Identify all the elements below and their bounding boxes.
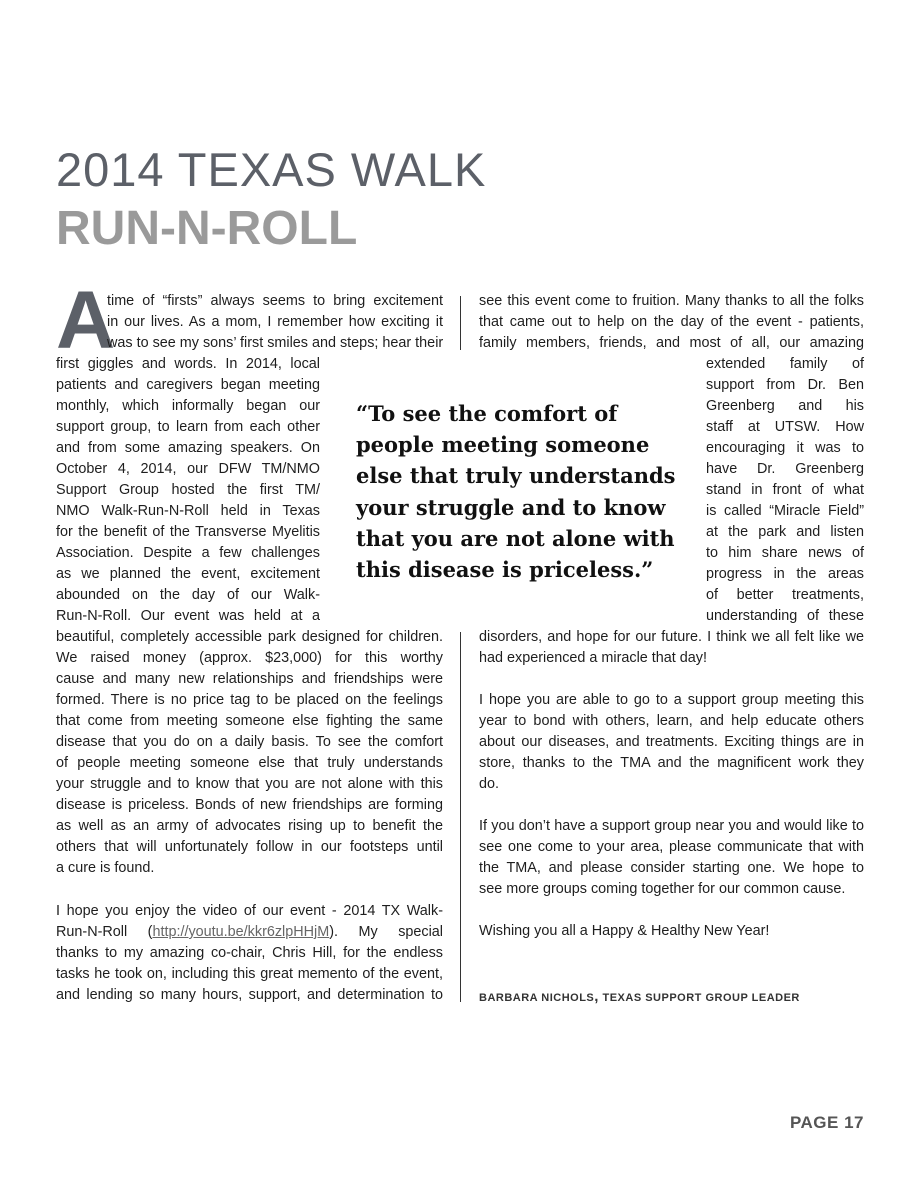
text-line: extended family of (706, 356, 864, 372)
text-line: store, thanks to the TMA and the magnificent work they (479, 755, 864, 771)
text-line: encouraging it was to (706, 440, 864, 456)
text-line: first giggles and words. In 2014, local (56, 356, 320, 372)
text-line: If you don’t have a support group near you and would like to (479, 818, 864, 834)
author-signature (479, 988, 800, 1005)
quote-line: “To see the comfort of (356, 401, 618, 426)
text-line: as well as an army of advocates rising up to benefit the (56, 818, 443, 834)
left-narrow-paragraph (56, 354, 320, 627)
drop-cap: A (56, 275, 116, 366)
text-line: that come from meeting someone else fighting the same (56, 713, 443, 729)
text-line: and from some amazing speakers. On (56, 440, 320, 456)
text-line: do. (479, 776, 500, 792)
author-role: TEXAS SUPPORT GROUP LEADER (598, 992, 800, 1004)
left-wide-paragraph (56, 627, 443, 879)
text-line: year to bond with others, learn, and help educate others (479, 713, 864, 729)
signature-comma: , (594, 988, 599, 1005)
author-name: BARBARA NICHOLS (479, 992, 595, 1004)
article-subtitle: RUN-N-ROLL (56, 202, 358, 255)
text-line: about our diseases, and treatments. Exciting things are in (479, 734, 864, 750)
text-line: Association. Despite a few challenges (56, 545, 320, 561)
text-line: others that will unfortunately follow in our footsteps until (56, 839, 443, 855)
text-line: see this event come to fruition. Many thanks to all the folks (479, 293, 864, 309)
text-fragment: ). My special (329, 924, 443, 940)
text-line: a cure is found. (56, 860, 155, 876)
text-line: of better treatments, (706, 587, 864, 603)
text-line: progress in the areas (706, 566, 864, 582)
text-line: as we planned the event, excitement (56, 566, 320, 582)
text-line: abounded on the day of our Walk- (56, 587, 320, 603)
text-line: your struggle and to know that you are not alone with this (56, 776, 443, 792)
text-line: see more groups coming together for our common cause. (479, 881, 846, 897)
text-line: had experienced a miracle that day! (479, 650, 707, 666)
video-paragraph (56, 901, 443, 1006)
quote-line: else that truly understands (356, 463, 676, 489)
text-line: family members, friends, and most of all, our amazing (479, 335, 864, 351)
right-top-paragraph (479, 291, 864, 354)
text-line: We raised money (approx. $23,000) for this worthy (56, 650, 443, 666)
column-divider-top (460, 296, 461, 350)
text-line: to him share news of (706, 545, 864, 561)
text-line: patients and caregivers began meeting (56, 377, 320, 393)
text-line: tasks he took on, including this great memento of the event, (56, 966, 443, 982)
text-line: disorders, and hope for our future. I think we all felt like we (479, 629, 864, 645)
right-wide-paragraph-1 (479, 627, 864, 669)
text-line: and lending so many hours, support, and determination to (56, 987, 443, 1003)
text-line: beautiful, completely accessible park designed for children. (56, 629, 443, 645)
article-title: 2014 TEXAS WALK (56, 143, 487, 196)
column-divider-bottom (460, 632, 461, 1002)
intro-paragraph (107, 291, 443, 354)
page-number: PAGE 17 (789, 1113, 864, 1132)
text-line: Greenberg and his (706, 398, 864, 414)
text-line: stand in front of what (706, 482, 864, 498)
quote-line: that you are not alone with (356, 525, 675, 551)
text-line: the TMA, and please consider starting one. We hope to (479, 860, 864, 876)
pull-quote (356, 398, 686, 585)
quote-line: people meeting someone (356, 432, 650, 458)
text-line: October 4, 2014, our DFW TM/NMO (56, 461, 320, 477)
right-narrow-paragraph (706, 354, 864, 627)
text-line: in our lives. As a mom, I remember how exciting it (107, 314, 443, 330)
text-line: of people meeting someone else that truly understands (56, 755, 443, 771)
text-line: Support Group hosted the first TM/ (56, 482, 320, 498)
quote-line: your struggle and to know (356, 494, 666, 520)
text-line: Wishing you all a Happy & Healthy New Year! (479, 923, 770, 939)
text-line: have Dr. Greenberg (706, 461, 864, 477)
text-line: at the park and listen (706, 524, 864, 540)
text-line: Run-N-Roll. Our event was held at a (56, 608, 320, 624)
text-line: see one come to your area, please communicate that with (479, 839, 864, 855)
quote-line: this disease is priceless.” (356, 556, 654, 582)
text-line: support group, to learn from each other (56, 419, 320, 435)
text-line: I hope you enjoy the video of our event - 2014 TX Walk- (56, 903, 443, 919)
closing-line (479, 921, 864, 942)
text-fragment: Run-N-Roll ( (56, 924, 153, 940)
text-line: was to see my sons’ first smiles and steps; hear their (107, 335, 444, 351)
text-line: time of “firsts” always seems to bring excitement (107, 293, 443, 309)
text-line: NMO Walk-Run-N-Roll held in Texas (56, 503, 320, 519)
text-line (56, 922, 443, 943)
text-line: disease is priceless. Bonds of new friendships are forming (56, 797, 443, 813)
text-line: I hope you are able to go to a support group meeting this (479, 692, 864, 708)
video-link[interactable]: http://youtu.be/kkr6zlpHHjM (152, 924, 330, 940)
text-line: that came out to help on the day of the event - patients, (479, 314, 864, 330)
text-line: monthly, which informally began our (56, 398, 320, 414)
text-line: formed. There is no price tag to be placed on the feelings (56, 692, 443, 708)
text-line: support from Dr. Ben (706, 377, 864, 393)
text-line: cause and many new relationships and friendships were (56, 671, 443, 687)
text-line: understanding of these (706, 608, 864, 624)
text-line: for the benefit of the Transverse Myelitis (56, 524, 320, 540)
text-line: staff at UTSW. How (706, 419, 864, 435)
right-wide-paragraph-3 (479, 816, 864, 900)
right-wide-paragraph-2 (479, 690, 864, 795)
text-line: disease that you do on a daily basis. To see the comfort (56, 734, 443, 750)
text-line: thanks to my amazing co-chair, Chris Hill, for the endless (56, 945, 443, 961)
text-line: is called “Miracle Field” (706, 503, 864, 519)
